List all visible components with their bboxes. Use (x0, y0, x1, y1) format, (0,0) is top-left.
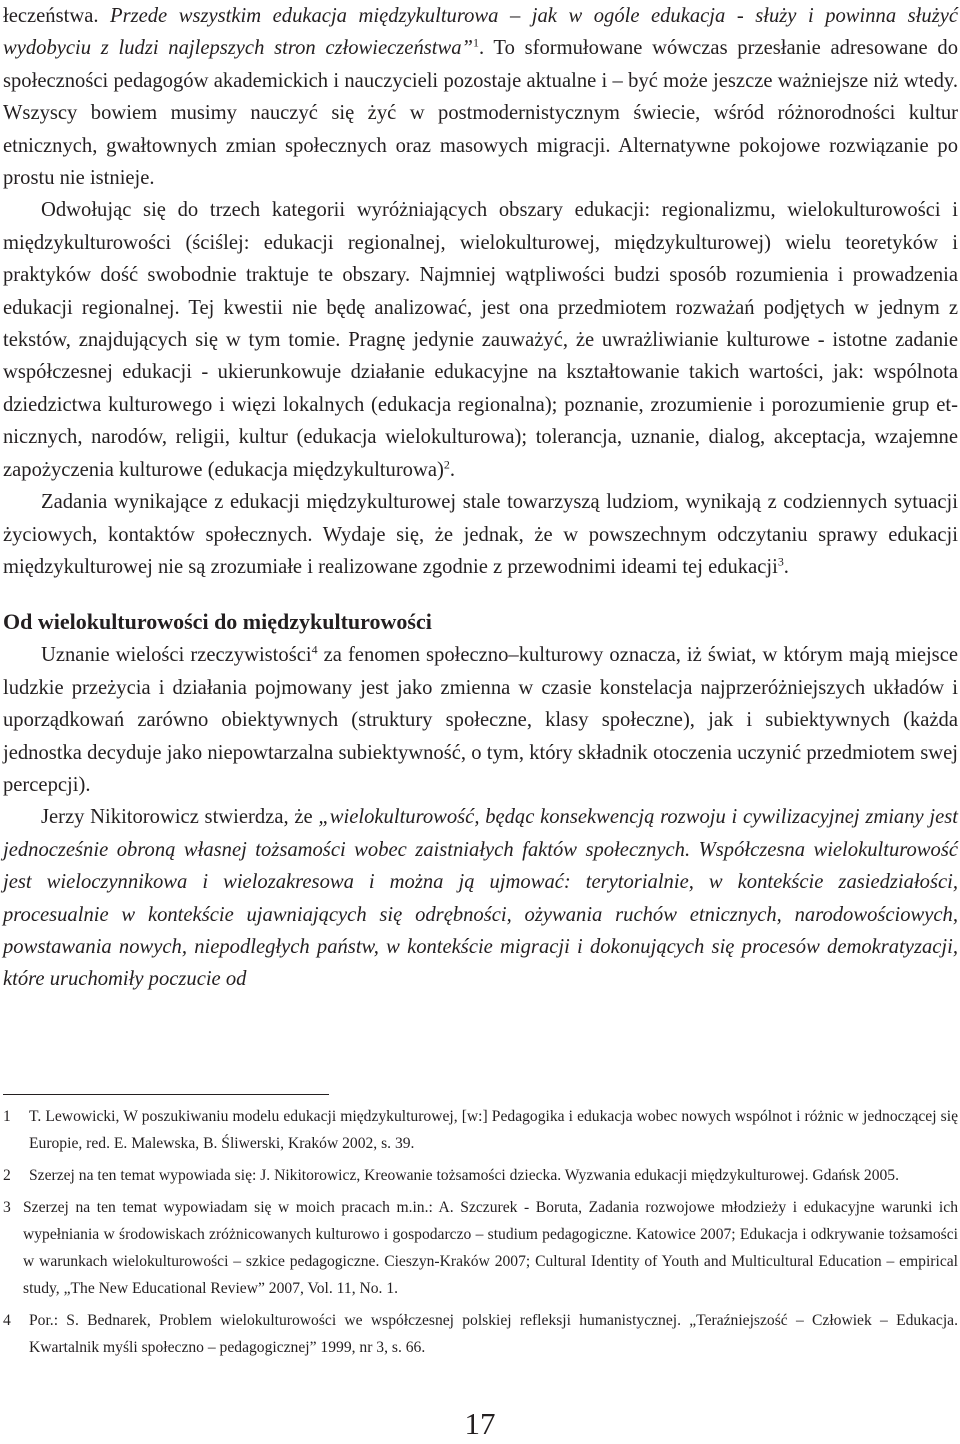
paragraph-1 (3, 0, 958, 194)
footnote-text: Por.: S. Bednarek, Problem wielokulturowości we współczesnej polskiej refleksji humanistycznej. „Teraźniejszość – Człowiek – Edukacja. Kwartalnik myśli społeczno – pedagogicznej” 1999, nr 3, s. 66. (29, 1312, 958, 1356)
footnote (3, 1194, 958, 1302)
page-number: 17 (464, 1406, 496, 1441)
paragraph-4 (3, 639, 958, 801)
paragraph-1-rest: . To sformułowane wówczas przesłanie adresowane do społeczności pedagogów akademickich i nauczycieli pozostaje aktualne i – być może jeszcze ważniejsze niż wtedy. Wszyscy bowiem musimy nauczyć się żyć w postmodernistycznym świecie, wśród różnorodności kultur etnicznych, gwałtownych zmian społecznych oraz masowych migracji. Alternatywne pokojowe rozwiązanie po prostu nie istnieje. (3, 37, 959, 190)
paragraph-2-text: Odwołując się do trzech kategorii wyróżniających obszary edukacji: regionalizmu, wielokulturowości i międzykulturowości (ściślej: edukacji regionalnej, wielokulturowej, międzykulturowej) wielu teoretyków i praktyków dość swobodnie traktuje te obszary. Najmniej wątpliwości budzi sposób rozumienia i prowadzenia edukacji regionalnej. Tej kwestii nie będę analizować, jest ona przedmiotem rozważań podjętych w jednym z tekstów, znajdujących się w tym tomie. Pragnę jedynie zauważyć, że uwrażliwianie kulturowe - istotne zadanie współczesnej edukacji - ukierunkowuje działanie edukacyjne na kształtowanie takich wartości, jak: wspólnota dziedzictwa kulturowego i więzi lokalnych (edukacja regionalna); poznanie, zrozumienie i porozumienie grup etnicznych, narodów, religii, kultur (edukacja wielokulturowa); tolerancja, uznanie, dialog, akceptacja, wzajemne zapożyczenia kulturowe (edukacja międzykulturowa) (3, 199, 958, 481)
paragraph-3-end: . (783, 555, 789, 578)
quotation: Przede wszystkim edukacja międzykulturowa – jak w ogóle edukacja - służy i powinna służyć wydobyciu z ludzi najlepszych stron człowieczeństwa” (3, 5, 958, 60)
footnote-ref-3: 3 (777, 554, 784, 569)
paragraph-3-text: Zadania wynikające z edukacji międzykulturowej stale towarzyszą ludziom, wynikają z codziennych sytuacji życiowych, kontaktów społecznych. Wydaje się, że jednak, że w powszechnym odczytaniu sprawy edukacji międzykulturowej nie są zrozumiałe i realizowane zgodnie z przewodnimi ideami tej edukacji (3, 491, 958, 578)
section-title: Od wielokulturowości do międzykulturowości (3, 609, 432, 635)
footnote (3, 1307, 958, 1361)
footnote-ref-4: 4 (311, 642, 318, 657)
paragraph-2 (3, 194, 958, 486)
footnote-ref-1: 1 (472, 36, 479, 50)
footnote (3, 1162, 958, 1189)
footnote-number: 2 (3, 1167, 11, 1184)
footnote-number: 4 (3, 1312, 11, 1329)
paragraph-4-start: Uznanie wielości rzeczywistości (41, 644, 312, 667)
footnote-text: Szerzej na ten temat wypowiadam się w moich pracach m.in.: A. Szczurek - Boruta, Zadania rozwojowe młodzieży i edukacyjne warunki ich wypełniania w środowiskach zróżnicowanych kulturowo i gospodarczo – studium pedagogiczne. Katowice 2007; Edukacja i odkrywanie tożsamości w warunkach wielokulturowości – szkice pedagogiczne. Cieszyn-Kraków 2007; Cultural Identity of Youth and Multicultural Education – empirical study, „The New Educational Review” 2007, Vol. 11, No. 1. (23, 1199, 958, 1297)
footnote-ref-2: 2 (443, 457, 450, 472)
paragraph-4-rest: za fenomen społeczno–kulturowy oznacza, iż świat, w którym mają miejsce ludzkie przeżycia i działania pojmowany jest jako zmienna w czasie konstelacja najprzeróżniejszych układów i uporządkowań zarówno obiektywnych (struktury społeczne, klasy społeczne), jak i subiektywnych (każda jednostka decyduje jako niepowtarzalna subiektywność, o tym, który składnik otoczenia uczynić przedmiotem swej percepcji). (3, 644, 958, 796)
paragraph-1-start: łeczeństwa. (3, 5, 111, 27)
paragraph-2-end: . (449, 458, 455, 481)
footnotes (3, 1103, 958, 1366)
quotation: „wielokulturowość, będąc konsekwencją rozwoju i cywilizacyjnej zmiany jest jednocześnie obroną własnej tożsamości wobec zaistniałych faktów społecznych. Współczesna wielokulturowość jest wieloczynnikowa i wielozakresowa i można ją ujmować: terytorialnie, w kontekście zasiedziałości, procesualnie w kontekście ujawniających się odrębności, ożywania ruchów etnicznych, narodowościowych, powstawania nowych, niepodległych państw, w kontekście migracji i dokonujących się procesów demokratyzacji, które uruchomiły poczucie od (3, 806, 958, 991)
paragraph-3 (3, 486, 958, 583)
footnote (3, 1103, 958, 1157)
footnote-text: Szerzej na ten temat wypowiada się: J. Nikitorowicz, Kreowanie tożsamości dziecka. Wyzwania edukacji międzykulturowej. Gdańsk 2005. (29, 1167, 900, 1184)
footnote-number: 1 (3, 1108, 11, 1125)
body-text (3, 0, 958, 996)
footnote-text: T. Lewowicki, W poszukiwaniu modelu edukacji międzykulturowej, [w:] Pedagogika i edukacja wobec nowych wspólnot i różnic w jednoczącej się Europie, red. E. Malewska, B. Śliwerski, Kraków 2002, s. 39. (29, 1108, 958, 1152)
footnote-divider (3, 1094, 329, 1095)
paragraph-5 (3, 801, 958, 995)
footnote-number: 3 (3, 1199, 11, 1216)
paragraph-5-start: Jerzy Nikitorowicz stwierdza, że (41, 806, 319, 829)
